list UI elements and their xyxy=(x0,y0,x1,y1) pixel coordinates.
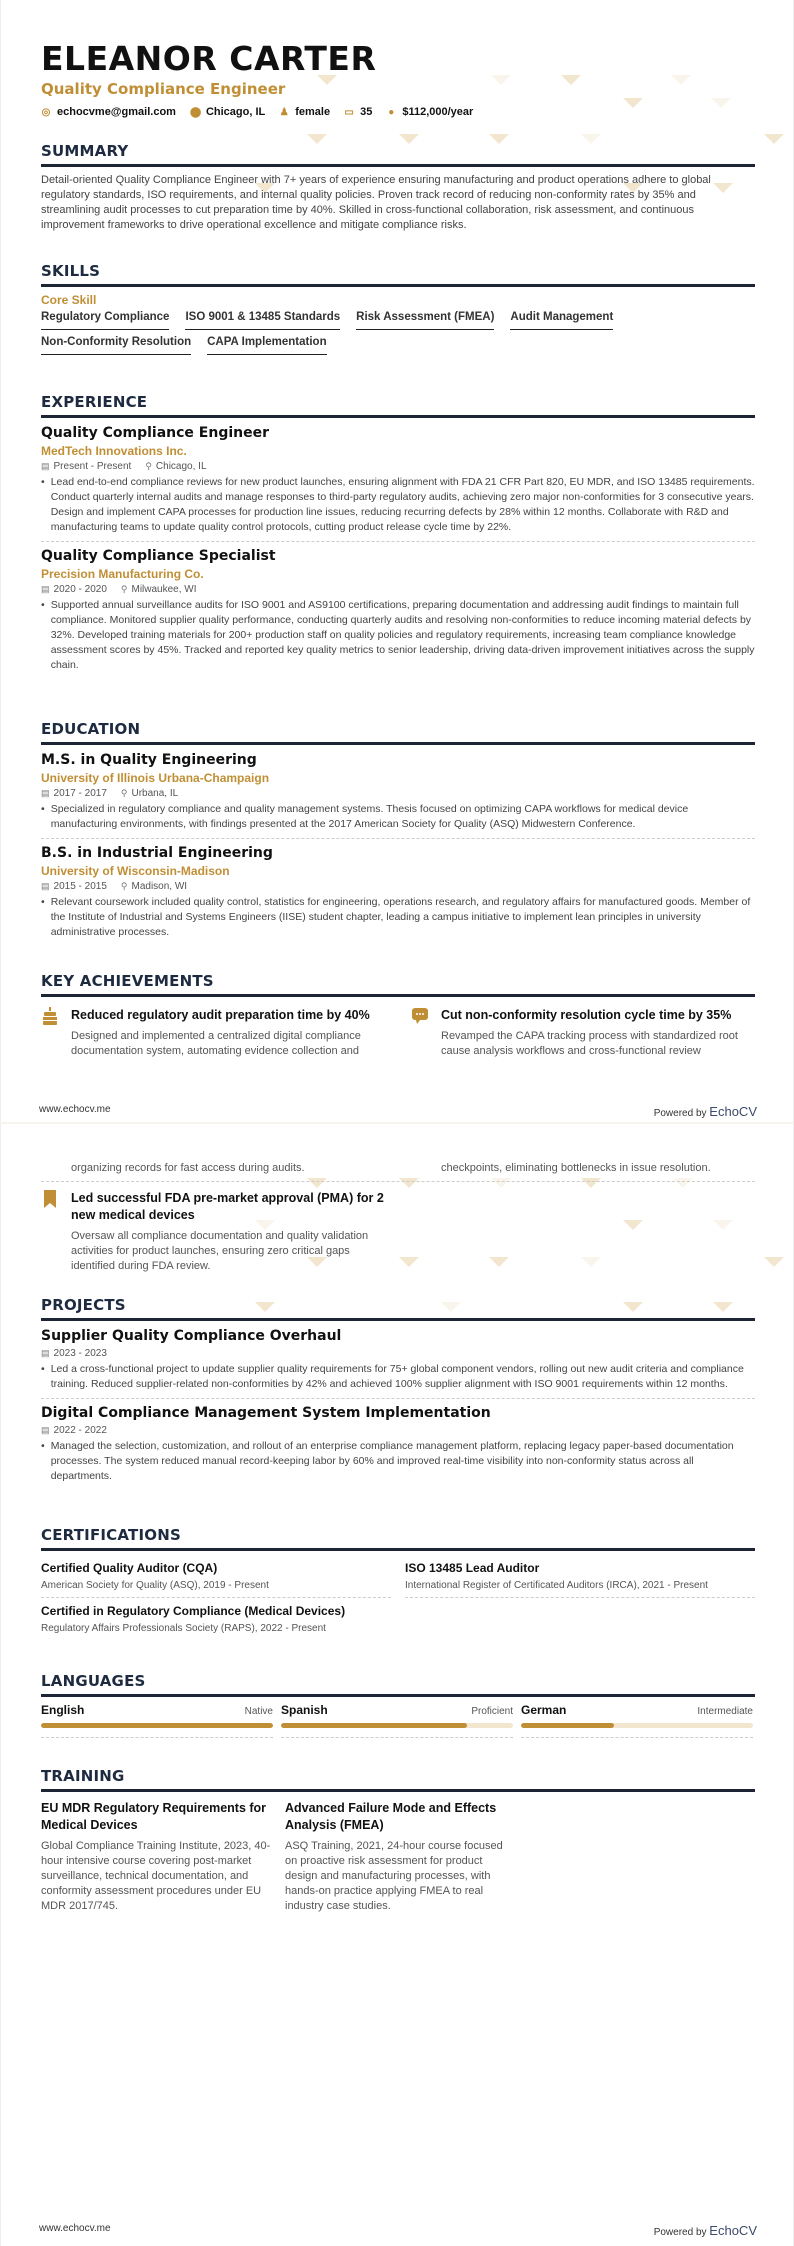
language-grid xyxy=(41,1703,755,1738)
certification-title: ISO 13485 Lead Auditor xyxy=(405,1561,540,1575)
candidate-name: ELEANOR CARTER xyxy=(41,39,377,78)
item-divider xyxy=(41,541,755,542)
item-divider xyxy=(41,1737,273,1738)
decorative-triangle xyxy=(764,134,784,144)
company-name: MedTech Innovations Inc. xyxy=(41,444,187,458)
company-name: Precision Manufacturing Co. xyxy=(41,567,204,581)
item-divider xyxy=(41,1398,755,1399)
project-title: Supplier Quality Compliance Overhaul xyxy=(41,1328,342,1344)
achievement-item-continued xyxy=(41,1161,385,1176)
contact-email[interactable]: ◎ echocvme@gmail.com xyxy=(41,106,176,118)
language-name: German xyxy=(521,1703,567,1717)
certification-issuer: International Register of Certificated Auditors (IRCA), 2021 - Present xyxy=(405,1580,755,1598)
experience-item xyxy=(41,547,755,673)
bookmark-icon xyxy=(41,1190,59,1274)
proficiency-fill xyxy=(521,1723,614,1728)
achievement-description: checkpoints, eliminating bottlenecks in issue resolution. xyxy=(441,1162,711,1174)
contact-age: ▭ 35 xyxy=(344,106,373,118)
item-divider xyxy=(41,838,755,839)
calendar-icon: ▤ xyxy=(41,1348,50,1358)
training-title: Advanced Failure Mode and Effects Analysis (FMEA) xyxy=(285,1801,497,1832)
calendar-icon: ▤ xyxy=(41,461,50,471)
achievement-item xyxy=(41,1190,385,1274)
candidate-role: Quality Compliance Engineer xyxy=(41,80,286,98)
location-pin-icon: ⚲ xyxy=(120,881,128,891)
project-meta: ▤ 2023 - 2023 xyxy=(41,1348,107,1359)
language-item xyxy=(41,1703,273,1738)
certification-title: Certified Quality Auditor (CQA) xyxy=(41,1561,218,1575)
summary-text: Detail-oriented Quality Compliance Engineer with 7+ years of experience ensuring manufacturing and product operations adhere to global regulatory standards, ISO requirements, and internal quality policies. Proven track record of reducing non-conformity rates by 35% and streamlining audit processes to cut preparation time by 40%. Skilled in cross-functional collaboration, risk assessment, and continuous improvement frameworks to drive operational excellence and mitigate compliance risks. xyxy=(41,174,711,231)
person-icon: ♟ xyxy=(279,106,289,118)
calendar-icon: ▤ xyxy=(41,1425,50,1435)
achievements-section xyxy=(41,972,755,1059)
school-name: University of Illinois Urbana-Champaign xyxy=(41,771,270,785)
achievement-description: Oversaw all compliance documentation and quality validation activities for product launches, ensuring zero critical gaps identified during FDA review. xyxy=(71,1230,369,1272)
section-title-languages: LANGUAGES xyxy=(41,1672,755,1697)
language-level: Native xyxy=(244,1706,273,1717)
degree-title: M.S. in Quality Engineering xyxy=(41,752,257,768)
education-meta: ▤ 2015 - 2015 ⚲ Madison, WI xyxy=(41,881,188,892)
training-description: ASQ Training, 2021, 24-hour course focused on proactive risk assessment for product design and manufacturing processes, with hands-on practice applying FMEA to real industry case studies. xyxy=(285,1840,503,1912)
skill-tag: Risk Assessment (FMEA) xyxy=(356,311,494,330)
brand-logo: EchoCV xyxy=(709,2223,757,2238)
education-meta: ▤ 2017 - 2017 ⚲ Urbana, IL xyxy=(41,788,179,799)
job-meta: ▤ 2020 - 2020 ⚲ Milwaukee, WI xyxy=(41,584,197,595)
certification-item xyxy=(41,1557,391,1598)
project-item xyxy=(41,1327,755,1392)
achievement-title: Led successful FDA pre-market approval (PMA) for 2 new medical devices xyxy=(71,1191,384,1222)
brand-logo: EchoCV xyxy=(709,1104,757,1119)
languages-section xyxy=(41,1672,755,1738)
achievement-title: Cut non-conformity resolution cycle time by 35% xyxy=(441,1008,732,1022)
contact-gender: ♟ female xyxy=(279,106,331,118)
language-item xyxy=(521,1703,753,1738)
footer-powered-by: Powered by EchoCV xyxy=(653,1104,757,1119)
projects-section xyxy=(41,1296,755,1484)
chat-bubble-icon xyxy=(411,1007,429,1059)
section-title-certifications: CERTIFICATIONS xyxy=(41,1526,755,1551)
skill-tag: Regulatory Compliance xyxy=(41,311,169,330)
project-description: • Managed the selection, customization, and rollout of an enterprise compliance management platform, replacing legacy paper-based documentation processes. The system reduced manual record-keeping labor by 60% and improved real-time visibility into non-conformity status across all departments. xyxy=(41,1440,734,1482)
proficiency-fill xyxy=(41,1723,273,1728)
language-name: English xyxy=(41,1703,85,1717)
contact-location: ⬤ Chicago, IL xyxy=(189,106,266,118)
language-proficiency-bar xyxy=(521,1723,753,1728)
footer-website-link[interactable]: www.echocv.me xyxy=(39,2223,111,2234)
skills-section xyxy=(41,262,755,355)
calendar-icon: ▭ xyxy=(344,106,354,118)
location-pin-icon: ⚲ xyxy=(120,584,128,594)
certification-item xyxy=(41,1598,391,1640)
training-item xyxy=(285,1800,515,1914)
training-section xyxy=(41,1767,755,1914)
education-section xyxy=(41,720,755,940)
skill-list xyxy=(41,311,755,355)
location-pin-icon: ⚲ xyxy=(145,461,152,471)
achievement-description: organizing records for fast access during audits. xyxy=(71,1162,305,1174)
location-pin-icon: ⬤ xyxy=(189,106,202,118)
resume-page-1 xyxy=(0,0,794,1122)
degree-title: B.S. in Industrial Engineering xyxy=(41,845,273,861)
calendar-icon: ▤ xyxy=(41,788,50,798)
certification-grid xyxy=(41,1557,755,1640)
cake-icon xyxy=(41,1007,59,1059)
section-title-skills: SKILLS xyxy=(41,262,755,287)
resume-header xyxy=(41,40,755,118)
item-divider xyxy=(281,1737,513,1738)
education-description: • Specialized in regulatory compliance and quality management systems. Thesis focused on optimizing CAPA workflows for medical device manufacturing environments, with findings presented at the 2017 American Society for Quality (ASQ) Midwestern Conference. xyxy=(41,803,689,830)
section-title-education: EDUCATION xyxy=(41,720,755,745)
certification-issuer: American Society for Quality (ASQ), 2019 - Present xyxy=(41,1580,391,1598)
certification-item xyxy=(405,1557,755,1598)
page-footer xyxy=(39,2223,757,2238)
calendar-icon: ▤ xyxy=(41,584,50,594)
education-description: • Relevant coursework included quality control, statistics for engineering, operations research, and regulatory affairs for manufactured goods. Member of the Institute of Industrial and Systems Engineers (IISE) student chapter, leading a campus initiative to implement lean principles in university administrative processes. xyxy=(41,896,751,938)
school-name: University of Wisconsin-Madison xyxy=(41,864,230,878)
achievement-description: Designed and implemented a centralized digital compliance documentation system, automating evidence collection and xyxy=(71,1030,361,1057)
language-proficiency-bar xyxy=(281,1723,513,1728)
project-title: Digital Compliance Management System Implementation xyxy=(41,1405,491,1421)
language-item xyxy=(281,1703,513,1738)
section-title-achievements: KEY ACHIEVEMENTS xyxy=(41,972,755,997)
skill-tag: ISO 9001 & 13485 Standards xyxy=(185,311,340,330)
education-item xyxy=(41,751,755,832)
decorative-triangle xyxy=(764,1257,784,1267)
training-item xyxy=(41,1800,271,1914)
training-grid xyxy=(41,1800,755,1914)
footer-website-link[interactable]: www.echocv.me xyxy=(39,1104,111,1115)
achievements-continued xyxy=(41,1161,755,1274)
training-description: Global Compliance Training Institute, 2023, 40-hour intensive course covering post-market surveillance, technical documentation, and conformity assessment procedures under EU MDR 2017/745. xyxy=(41,1840,271,1912)
achievement-grid xyxy=(41,1007,755,1059)
dollar-coin-icon: ● xyxy=(388,106,395,118)
language-level: Intermediate xyxy=(697,1706,753,1717)
achievement-title: Reduced regulatory audit preparation time by 40% xyxy=(71,1008,370,1022)
page-footer xyxy=(39,1104,757,1119)
skill-tag: Non-Conformity Resolution xyxy=(41,336,191,355)
achievement-grid xyxy=(41,1161,755,1176)
item-divider xyxy=(41,1181,755,1182)
skill-tag: Audit Management xyxy=(510,311,613,330)
item-divider xyxy=(521,1737,753,1738)
location-pin-icon: ⚲ xyxy=(120,788,128,798)
language-proficiency-bar xyxy=(41,1723,273,1728)
job-description: • Lead end-to-end compliance reviews for new product launches, ensuring alignment with FDA 21 CFR Part 820, EU MDR, and ISO 13485 requirements. Conduct quarterly internal audits and manage responses to third-party regulatory audits, achieving zero major non-conformities for 3 consecutive years. Design and implement CAPA processes for production line issues, reducing recurring defects by 28% within 12 months. Collaborate with R&D and manufacturing teams to update quality control protocols, cutting product release cycle time by 22%. xyxy=(41,476,755,533)
project-meta: ▤ 2022 - 2022 xyxy=(41,1425,107,1436)
job-title: Quality Compliance Specialist xyxy=(41,548,276,564)
skill-tag: CAPA Implementation xyxy=(207,336,326,355)
language-name: Spanish xyxy=(281,1703,328,1717)
job-description: • Supported annual surveillance audits for ISO 9001 and AS9100 certifications, preparing documentation and addressing audit findings to maintain full compliance. Monitored supplier quality performance, conducting quarterly audits and resolving non-conformities to reduce incoming material defects by 32%. Developed training materials for 200+ production staff on quality policies and regulatory requirements, increasing team compliance knowledge assessment scores by 45%. Tracked and reported key quality metrics to senior leadership, driving data-driven improvement initiatives across the supply chain. xyxy=(41,599,755,671)
experience-item xyxy=(41,424,755,535)
summary-section xyxy=(41,142,755,233)
language-level: Proficient xyxy=(471,1706,513,1717)
section-title-training: TRAINING xyxy=(41,1767,755,1792)
project-item xyxy=(41,1404,755,1484)
section-title-projects: PROJECTS xyxy=(41,1296,755,1321)
section-title-experience: EXPERIENCE xyxy=(41,393,755,418)
resume-page-2 xyxy=(0,1124,794,2246)
certifications-section xyxy=(41,1526,755,1640)
achievement-description: Revamped the CAPA tracking process with standardized root cause analysis workflows and cross-functional review xyxy=(441,1030,738,1057)
project-description: • Led a cross-functional project to update supplier quality requirements for 75+ global component vendors, rolling out new audit criteria and compliance training. Reduced supplier-related non-conformities by 42% and achieved 100% supplier alignment with ISO 9001 requirements within 12 months. xyxy=(41,1363,744,1390)
certification-title: Certified in Regulatory Compliance (Medical Devices) xyxy=(41,1604,346,1618)
job-title: Quality Compliance Engineer xyxy=(41,425,269,441)
at-icon: ◎ xyxy=(41,106,51,118)
certification-issuer: Regulatory Affairs Professionals Society (RAPS), 2022 - Present xyxy=(41,1623,326,1634)
section-title-summary: SUMMARY xyxy=(41,142,755,167)
achievement-item xyxy=(41,1007,385,1059)
icon-spacer xyxy=(41,1161,59,1176)
achievement-item-continued xyxy=(411,1161,755,1176)
achievement-item xyxy=(411,1007,755,1059)
experience-section xyxy=(41,393,755,673)
icon-spacer xyxy=(411,1161,429,1176)
calendar-icon: ▤ xyxy=(41,881,50,891)
skill-group-label: Core Skill xyxy=(41,293,97,307)
footer-powered-by: Powered by EchoCV xyxy=(653,2223,757,2238)
proficiency-fill xyxy=(281,1723,467,1728)
contact-salary: ● $112,000/year xyxy=(388,106,474,118)
education-item xyxy=(41,844,755,940)
training-title: EU MDR Regulatory Requirements for Medical Devices xyxy=(41,1801,267,1832)
job-meta: ▤ Present - Present ⚲ Chicago, IL xyxy=(41,461,207,472)
contact-row xyxy=(41,106,755,118)
